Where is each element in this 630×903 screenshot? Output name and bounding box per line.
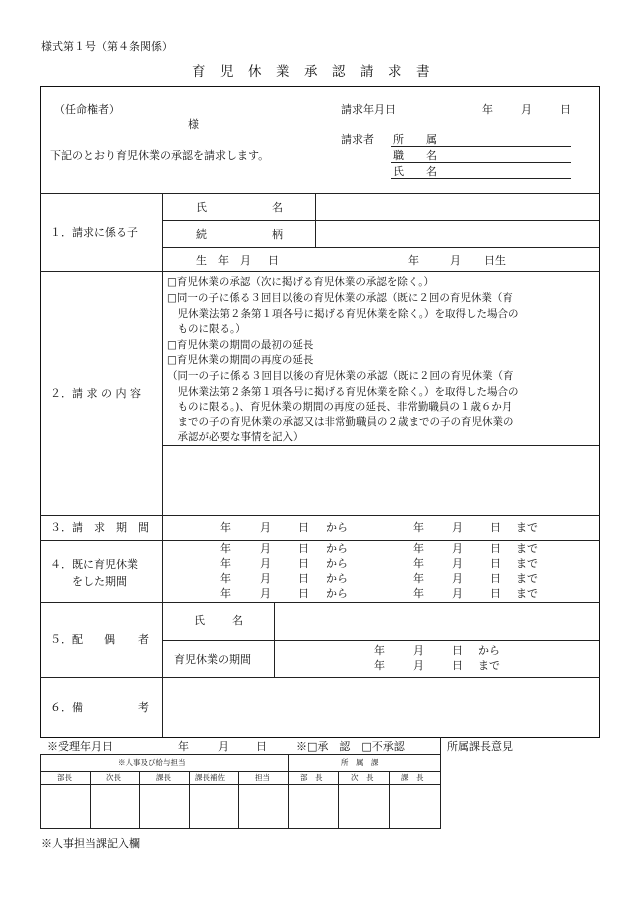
section6-label-1: ６．備 (50, 701, 83, 714)
section5-label-3: 者 (138, 633, 149, 646)
child-birth-day: 日生 (484, 254, 506, 267)
title-char: 業 (276, 64, 290, 80)
received-year: 年 (178, 740, 189, 753)
title-char: 書 (416, 64, 430, 80)
title-char: 児 (220, 64, 234, 80)
child-birth-label-1: 生 (196, 254, 207, 267)
spouse-name-label-2: 名 (232, 614, 243, 627)
child-birth-label-2: 年 (218, 254, 229, 267)
request-date-year: 年 (482, 103, 493, 116)
dept-head-opinion-label: 所属課長意見 (447, 740, 513, 753)
approval-checkboxes: ※□承 認 □不承認 (296, 740, 405, 753)
title-char: 求 (388, 64, 402, 80)
section3-label: ３．請 求 期 間 (50, 521, 149, 534)
section5-label-1: ５．配 (50, 633, 83, 646)
child-birth-month: 月 (450, 254, 461, 267)
request-statement: 下記のとおり育児休業の承認を請求します。 (50, 149, 270, 162)
requester-name-label: 氏 名 (393, 165, 437, 178)
child-name-label-1: 氏 (196, 201, 207, 214)
section4-label-line2: をした期間 (72, 575, 127, 588)
child-relation-label-2: 柄 (272, 228, 283, 241)
requester-title-label: 職 名 (393, 149, 437, 162)
section2-label: ２．請 求 の 内 容 (50, 387, 141, 400)
requester-label: 請求者 (341, 133, 374, 146)
request-option-line: 児休業法第２条第１項各号に掲げる育児休業を除く。）を取得した場合の (167, 308, 519, 320)
request-option-line: 児休業法第２条第１項各号に掲げる育児休業を除く。）を取得した場合の (167, 386, 519, 398)
request-option-line: （同一の子に係る３回目以後の育児休業の承認（既に２回の育児休業（育 (167, 370, 514, 382)
stamp-col-label: 課長 (156, 773, 171, 782)
personnel-header: ※人事及び給与担当 (118, 758, 186, 767)
section4-label-line1: ４．既に育児休業 (50, 558, 138, 571)
received-day: 日 (256, 740, 267, 753)
received-date-label: ※受理年月日 (47, 740, 113, 753)
title-char: 請 (360, 64, 374, 80)
request-option-line: □育児休業の期間の最初の延長 (167, 339, 314, 351)
stamp-col-label: 担当 (255, 773, 270, 782)
child-birth-year: 年 (408, 254, 419, 267)
sama-label: 様 (188, 118, 199, 131)
child-name-label-2: 名 (272, 201, 283, 214)
personnel-note: ※人事担当課記入欄 (41, 837, 140, 850)
section6-label-2: 考 (138, 701, 149, 714)
section1-label: １．請求に係る子 (50, 226, 138, 239)
title-char: 認 (332, 64, 346, 80)
stamp-col-label: 次 長 (351, 773, 374, 782)
stamp-col-label: 課長補佐 (195, 773, 225, 782)
title-char: 育 (192, 64, 206, 80)
child-birth-label-4: 日 (268, 254, 279, 267)
child-relation-label-1: 続 (196, 228, 207, 241)
request-option-line: ものに限る。)、育児休業の期間の再度の延長、非常勤職員の１歳６か月 (167, 401, 513, 413)
stamp-col-label: 部長 (57, 773, 72, 782)
form-number: 様式第１号（第４条関係） (41, 40, 173, 53)
title-char: 承 (304, 64, 318, 80)
request-date-month: 月 (521, 103, 532, 116)
request-date-day: 日 (560, 103, 571, 116)
stamp-col-label: 次長 (106, 773, 121, 782)
stamp-col-label: 課 長 (401, 773, 424, 782)
request-option-line: □育児休業の期間の再度の延長 (167, 354, 314, 366)
request-option-line: □同一の子に係る３回目以後の育児休業の承認（既に２回の育児休業（育 (167, 292, 513, 304)
spouse-name-label-1: 氏 (194, 614, 205, 627)
title-char: 休 (248, 64, 262, 80)
received-month: 月 (218, 740, 229, 753)
section5-label-2: 偶 (104, 633, 115, 646)
request-option-line: までの子の育児休業の承認又は非常勤職員の２歳までの子の育児休業の (167, 416, 514, 428)
child-birth-label-3: 月 (240, 254, 251, 267)
spouse-period-label: 育児休業の期間 (174, 653, 251, 666)
request-option-line: □育児休業の承認（次に掲げる育児休業の承認を除く。） (167, 276, 434, 288)
stamp-col-label: 部 長 (300, 773, 323, 782)
request-option-line: 承認が必要な事情を記入） (167, 431, 304, 443)
dept-header: 所 属 課 (341, 758, 379, 767)
request-date-label: 請求年月日 (341, 103, 396, 116)
appointer-label: （任命権者） (54, 103, 120, 116)
requester-dept-label: 所 属 (393, 133, 437, 146)
request-option-line: ものに限る。） (167, 323, 246, 335)
